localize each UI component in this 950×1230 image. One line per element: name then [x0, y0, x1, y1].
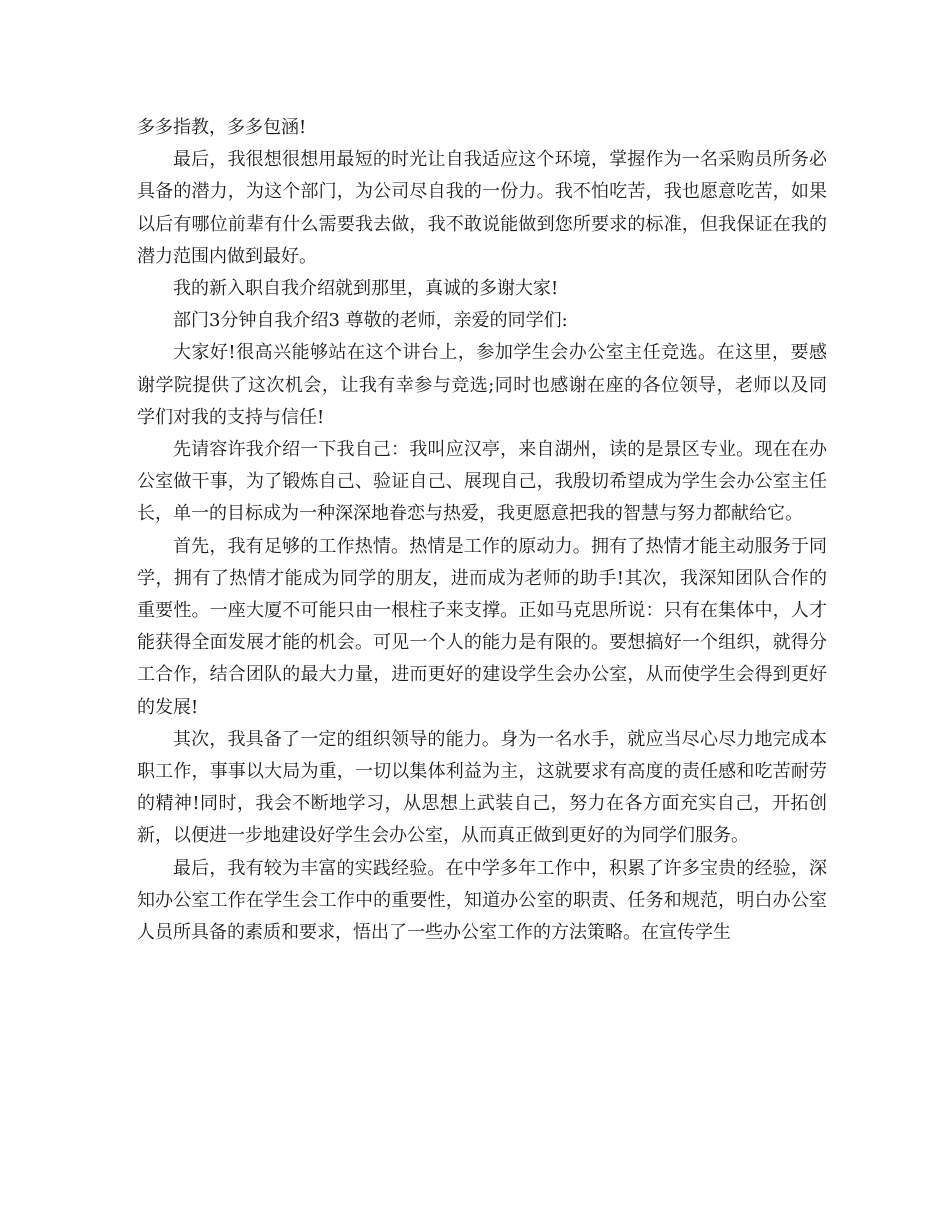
paragraph-1: 多多指教，多多包涵! — [137, 117, 307, 138]
document-body — [137, 112, 827, 949]
paragraph-4: 部门3分钟自我介绍3 尊敬的老师，亲爱的同学们: — [173, 310, 568, 332]
paragraph-2: 最后，我很想很想用最短的时光让自我适应这个环境，掌握作为一名采购员所务必具备的潜力，为这个部门，为公司尽自我的一份力。我不怕吃苦，我也愿意吃苦，如果以后有哪位前辈有什么需要我去做，我不敢说能做到您所要求的标准，但我保证在我的潜力范围内做到最好。 — [137, 149, 827, 267]
paragraph-8: 其次，我具备了一定的组织领导的能力。身为一名水手，就应当尽心尽力地完成本职工作，事事以大局为重，一切以集体利益为主，这就要求有高度的责任感和吃苦耐劳的精神!同时，我会不断地学习，从思想上武装自己，努力在各方面充实自己，开拓创新，以便进一步地建设好学生会办公室，从而真正做到更好的为同学们服务。 — [137, 728, 827, 847]
paragraph-7: 首先，我有足够的工作热情。热情是工作的原动力。拥有了热情才能主动服务于同学，拥有了热情才能成为同学的朋友，进而成为老师的助手!其次，我深知团队合作的重要性。一座大厦不可能只由一根柱子来支撑。正如马克思所说：只有在集体中，人才能获得全面发展才能的机会。可见一个人的能力是有限的。要想搞好一个组织，就得分工合作，结合团队的最大力量，进而更好的建设学生会办公室，从而使学生会得到更好的发展! — [137, 535, 827, 718]
paragraph-9: 最后，我有较为丰富的实践经验。在中学多年工作中，积累了许多宝贵的经验，深知办公室工作在学生会工作中的重要性，知道办公室的职责、任务和规范，明白办公室人员所具备的素质和要求，悟出了一些办公室工作的方法策略。在宣传学生 — [137, 857, 827, 944]
paragraph-6: 先请容许我介绍一下我自己：我叫应汉亭，来自湖州，读的是景区专业。现在在办公室做干事，为了锻炼自己、验证自己、展现自己，我殷切希望成为学生会办公室主任长，单一的目标成为一种深深地眷恋与热爱，我更愿意把我的智慧与努力都献给它。 — [137, 439, 827, 525]
paragraph-5: 大家好!很高兴能够站在这个讲台上，参加学生会办公室主任竞选。在这里，要感谢学院提供了这次机会，让我有幸参与竞选;同时也感谢在座的各位领导，老师以及同学们对我的支持与信任! — [137, 342, 827, 428]
paragraph-3: 我的新入职自我介绍就到那里，真诚的多谢大家! — [173, 278, 559, 300]
